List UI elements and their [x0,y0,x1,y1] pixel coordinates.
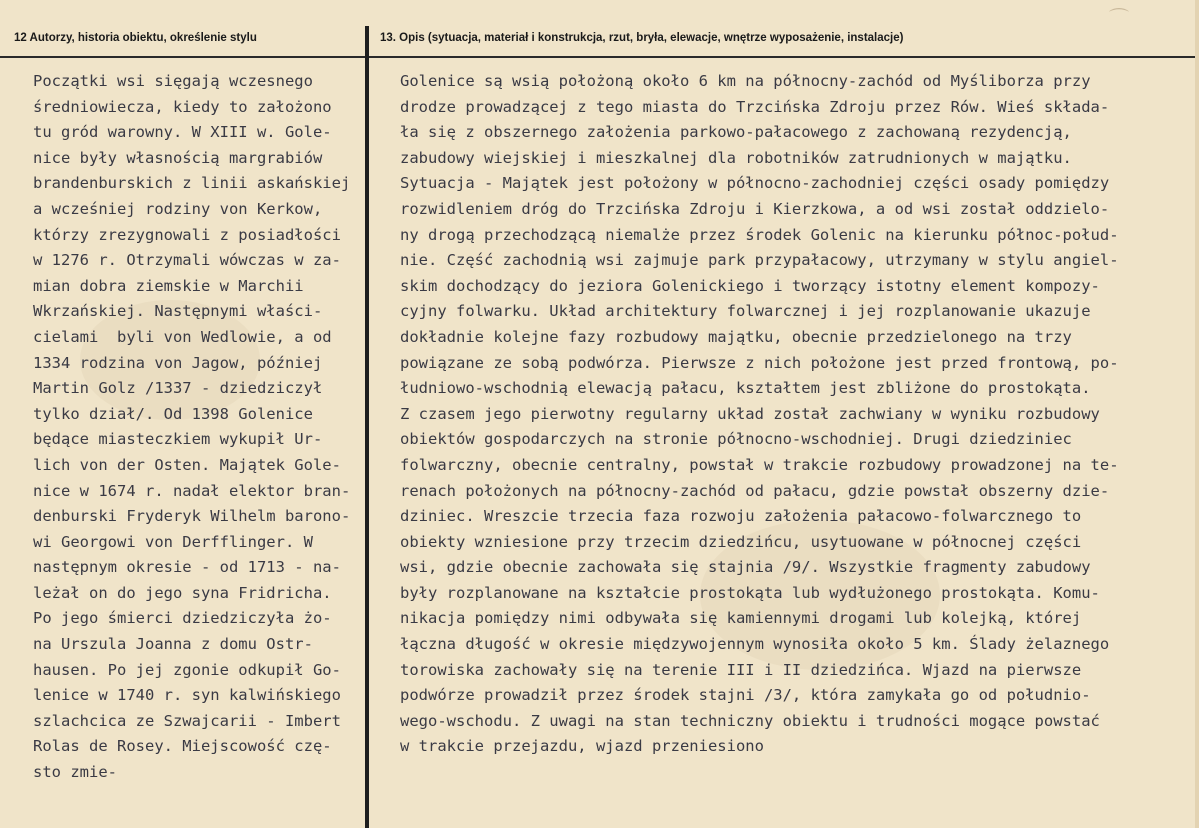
text-line: obiekty wzniesione przy trzecim dziedzińcu, usytuowane w północnej części [400,532,1082,551]
text-line: nie. Część zachodnią wsi zajmuje park przypałacowy, utrzymany w stylu angiel- [400,251,1119,270]
text-line: którzy zrezygnowali z posiadłości [33,225,341,244]
text-line: lich von der Osten. Majątek Gole- [33,455,341,474]
text-line: torowiska zachowały się na terenie III i II dziedzińca. Wjazd na pierwsze [400,660,1082,679]
text-line: Początki wsi sięgają wczesnego [33,72,313,90]
text-line: sto zmie- [33,763,117,782]
text-line: renach położonych na północny-zachód od pałacu, gdzie powstał obszerny dzie- [400,481,1110,500]
text-line: nikacja pomiędzy nimi odbywała się kamiennymi drogami lub kolejką, której [400,609,1082,628]
text-line: Martin Golz /1337 - dziedziczył [33,379,323,398]
text-line: nice były własnością margrabiów [33,148,323,167]
text-line: cielami byli von Wedlowie, a od [33,327,332,346]
header-divider [0,56,1199,58]
text-line: następnym okresie - od 1713 - na- [33,558,341,577]
text-line: powiązane ze sobą podwórza. Pierwsze z nich położone jest przed frontową, po- [400,353,1119,372]
text-line: tylko dział/. Od 1398 Golenice [33,404,313,423]
history-text [33,69,350,786]
text-line: łączna długość w okresie międzywojennym wynosiła około 5 km. Ślady żelaznego [400,635,1110,654]
text-line: mian dobra ziemskie w Marchii [33,276,304,295]
text-line: drodze prowadzącej z tego miasta do Trzcińska Zdroju przez Rów. Wieś składa- [400,97,1110,116]
text-line: rozwidleniem dróg do Trzcińska Zdroju i Kierzkowa, a od wsi został oddzielo- [400,199,1110,218]
text-line: w trakcie przejazdu, wjazd przeniesiono [400,737,764,756]
text-line: Wkrzańskiej. Następnymi właści- [33,302,323,321]
left-column-header: 12 Autorzy, historia obiektu, określenie stylu [14,32,257,44]
text-line: będące miasteczkiem wykupił Ur- [33,430,323,449]
text-line: 1334 rodzina von Jagow, później [33,353,323,372]
text-line: Po jego śmierci dziedziczyła żo- [33,609,332,628]
description-text [400,69,1119,760]
text-line: wi Georgowi von Derfflinger. W [33,532,313,551]
text-line: hausen. Po jej zgonie odkupił Go- [33,660,341,679]
text-line: w 1276 r. Otrzymali wówczas w za- [33,251,341,270]
text-line: denburski Fryderyk Wilhelm barono- [33,507,351,526]
text-line: ny drogą przechodzącą niemalże przez środek Golenic na kierunku północ-połud- [400,225,1119,244]
text-line: Golenice są wsią położoną około 6 km na północny-zachód od Myśliborza przy [400,72,1091,90]
corner-mark: ⌒ [1109,6,1129,30]
text-line: a wcześniej rodziny von Kerkow, [33,199,323,218]
text-line: tu gród warowny. W XIII w. Gole- [33,123,332,142]
text-line: wego-wschodu. Z uwagi na stan techniczny obiektu i trudności mogące powstać [400,711,1100,730]
text-line: cyjny folwarku. Układ architektury folwarcznej i jej rozplanowanie ukazuje [400,302,1091,321]
text-line: zabudowy wiejskiej i mieszkalnej dla robotników zatrudnionych w majątku. [400,148,1072,167]
text-line: Z czasem jego pierwotny regularny układ został zachwiany w wyniku rozbudowy [400,404,1100,423]
right-column-header: 13. Opis (sytuacja, materiał i konstrukcja, rzut, bryła, elewacje, wnętrze wyposażenie, instalacje) [380,32,904,44]
text-line: obiektów gospodarczych na stronie północno-wschodniej. Drugi dziedziniec [400,430,1072,449]
text-line: dziniec. Wreszcie trzecia faza rozwoju założenia pałacowo-folwarcznego to [400,507,1082,526]
text-line: lenice w 1740 r. syn kalwińskiego [33,686,341,705]
text-line: szlachcica ze Szwajcarii - Imbert [33,711,341,730]
text-line: ła się z obszernego założenia parkowo-pałacowego z zachowaną rezydencją, [400,123,1072,142]
text-line: były rozplanowane na kształcie prostokąta lub wydłużonego prostokąta. Komu- [400,583,1100,602]
text-line: skim dochodzący do jeziora Golenickiego i tworzący istotny element kompozy- [400,276,1100,295]
text-line: nice w 1674 r. nadał elektor bran- [33,481,351,500]
text-line: średniowiecza, kiedy to założono [33,97,332,116]
column-divider [365,26,369,828]
text-line: folwarczny, obecnie centralny, powstał w trakcie rozbudowy prowadzonej na te- [400,455,1119,474]
text-line: Rolas de Rosey. Miejscowość czę- [33,737,332,756]
text-line: podwórze prowadził przez środek stajni /3/, która zamykała go od południo- [400,686,1091,705]
text-line: leżał on do jego syna Fridricha. [33,583,332,602]
page-edge [1195,0,1199,828]
text-line: Sytuacja - Majątek jest położony w północno-zachodniej części osady pomiędzy [400,174,1110,193]
text-line: na Urszula Joanna z domu Ostr- [33,635,313,654]
text-line: brandenburskich z linii askańskiej [33,174,351,193]
text-line: dokładnie kolejne fazy rozbudowy majątku, obecnie przedzielonego na trzy [400,327,1072,346]
text-line: łudniowo-wschodnią elewacją pałacu, kształtem jest zbliżone do prostokąta. [400,379,1091,398]
text-line: wsi, gdzie obecnie zachowała się stajnia /9/. Wszystkie fragmenty zabudowy [400,558,1091,577]
